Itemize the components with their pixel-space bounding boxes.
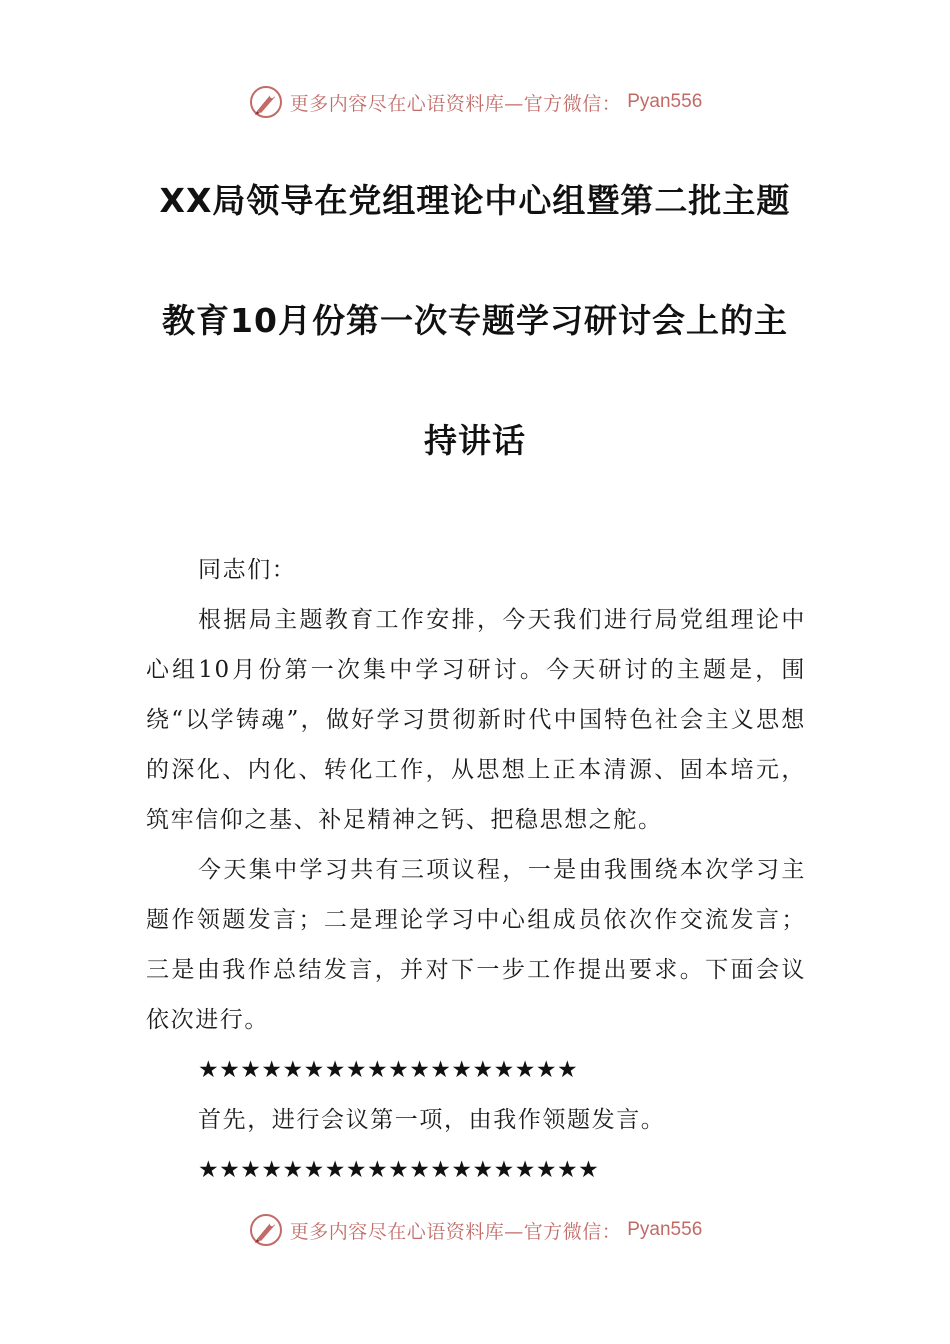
watermark-text: 更多内容尽在心语资料库—官方微信：: [289, 92, 622, 115]
star-divider: ★★★★★★★★★★★★★★★★★★★: [198, 1157, 600, 1183]
watermark-wechat-id: Pyan556: [627, 1219, 703, 1240]
greeting: 同志们：: [198, 557, 297, 583]
star-divider: ★★★★★★★★★★★★★★★★★★: [198, 1057, 579, 1083]
agenda-item-first: 首先，进行会议第一项，由我作领题发言。: [198, 1107, 666, 1133]
paragraph-intro: 根据局主题教育工作安排，今天我们进行局党组理论中心组10月份第一次集中学习研讨。今天研讨的主题是，围绕“以学铸魂”，做好学习贯彻新时代中国特色社会主义思想的深化、内化、转化工作，从思想上正本清源、固本培元，筑牢信仰之基、补足精神之钙、把稳思想之舵。: [146, 607, 806, 833]
pen-nib-logo-icon: [248, 84, 284, 120]
watermark-wechat-id: Pyan556: [627, 91, 703, 112]
document-title-line-3: 持讲话: [424, 421, 526, 460]
watermark-text: 更多内容尽在心语资料库—官方微信：: [289, 1220, 622, 1243]
watermark-header: [0, 82, 950, 122]
paragraph-agenda: 今天集中学习共有三项议程，一是由我围绕本次学习主题作领题发言；二是理论学习中心组成员依次作交流发言；三是由我作总结发言，并对下一步工作提出要求。下面会议依次进行。: [146, 857, 806, 1033]
document-title-line-2: 教育10月份第一次专题学习研讨会上的主: [162, 301, 788, 340]
document-title-line-1: XX局领导在党组理论中心组暨第二批主题: [159, 181, 791, 220]
watermark-footer: [0, 1210, 950, 1250]
pen-nib-logo-icon: [248, 1212, 284, 1248]
